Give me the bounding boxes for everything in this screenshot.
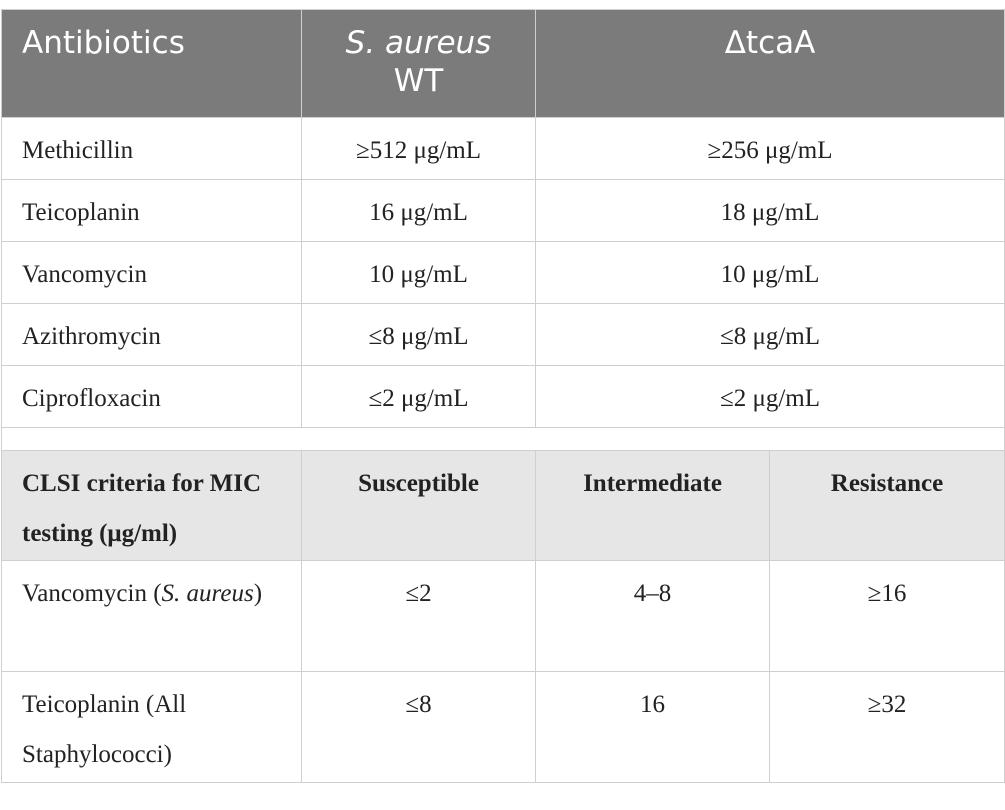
- header-wt-label: WT: [393, 63, 444, 99]
- criteria-header-susceptible: Susceptible: [302, 451, 536, 561]
- table-row: [2, 180, 1005, 242]
- table-row: [2, 366, 1005, 428]
- wt-mic: ≥512 μg/mL: [302, 118, 536, 180]
- wt-mic: 10 μg/mL: [302, 242, 536, 304]
- mutant-mic: 18 μg/mL: [536, 180, 1005, 242]
- mutant-mic: ≤8 μg/mL: [536, 304, 1005, 366]
- header-wt: [302, 10, 536, 118]
- criteria-header-resistance: Resistance: [770, 451, 1005, 561]
- table-row: [2, 118, 1005, 180]
- wt-mic: ≤2 μg/mL: [302, 366, 536, 428]
- criteria-antibiotic-species: S. aureus: [161, 580, 254, 607]
- criteria-header-row: [2, 451, 1005, 561]
- criteria-antibiotic-post: ): [253, 580, 263, 607]
- criteria-antibiotic-pre: Vancomycin (: [22, 580, 162, 607]
- criteria-susceptible: ≤2: [302, 561, 536, 672]
- antibiotic-name: Ciprofloxacin: [2, 366, 302, 428]
- header-antibiotics: Antibiotics: [2, 10, 302, 118]
- antibiotic-name: Vancomycin: [2, 242, 302, 304]
- criteria-susceptible: ≤8: [302, 672, 536, 783]
- criteria-header-title: CLSI criteria for MIC testing (μg/ml): [2, 451, 302, 561]
- mutant-mic: ≥256 μg/mL: [536, 118, 1005, 180]
- wt-mic: ≤8 μg/mL: [302, 304, 536, 366]
- spacer-row: [2, 428, 1005, 451]
- table-row: [2, 304, 1005, 366]
- header-row: [2, 10, 1005, 118]
- criteria-antibiotic: [2, 561, 302, 672]
- criteria-resistance: ≥32: [770, 672, 1005, 783]
- antibiotic-name: Teicoplanin: [2, 180, 302, 242]
- header-mutant: ΔtcaA: [536, 10, 1005, 118]
- criteria-intermediate: 16: [536, 672, 770, 783]
- criteria-header-intermediate: Intermediate: [536, 451, 770, 561]
- table-row: [2, 672, 1005, 783]
- criteria-intermediate: 4–8: [536, 561, 770, 672]
- criteria-antibiotic-pre: Teicoplanin (All Staphylococci): [22, 691, 187, 768]
- table-row: [2, 242, 1005, 304]
- antibiotic-name: Methicillin: [2, 118, 302, 180]
- mic-table: [1, 9, 1005, 783]
- antibiotic-name: Azithromycin: [2, 304, 302, 366]
- criteria-antibiotic: [2, 672, 302, 783]
- mutant-mic: ≤2 μg/mL: [536, 366, 1005, 428]
- criteria-resistance: ≥16: [770, 561, 1005, 672]
- table-row: [2, 561, 1005, 672]
- header-wt-species: S. aureus: [345, 25, 492, 61]
- mutant-mic: 10 μg/mL: [536, 242, 1005, 304]
- wt-mic: 16 μg/mL: [302, 180, 536, 242]
